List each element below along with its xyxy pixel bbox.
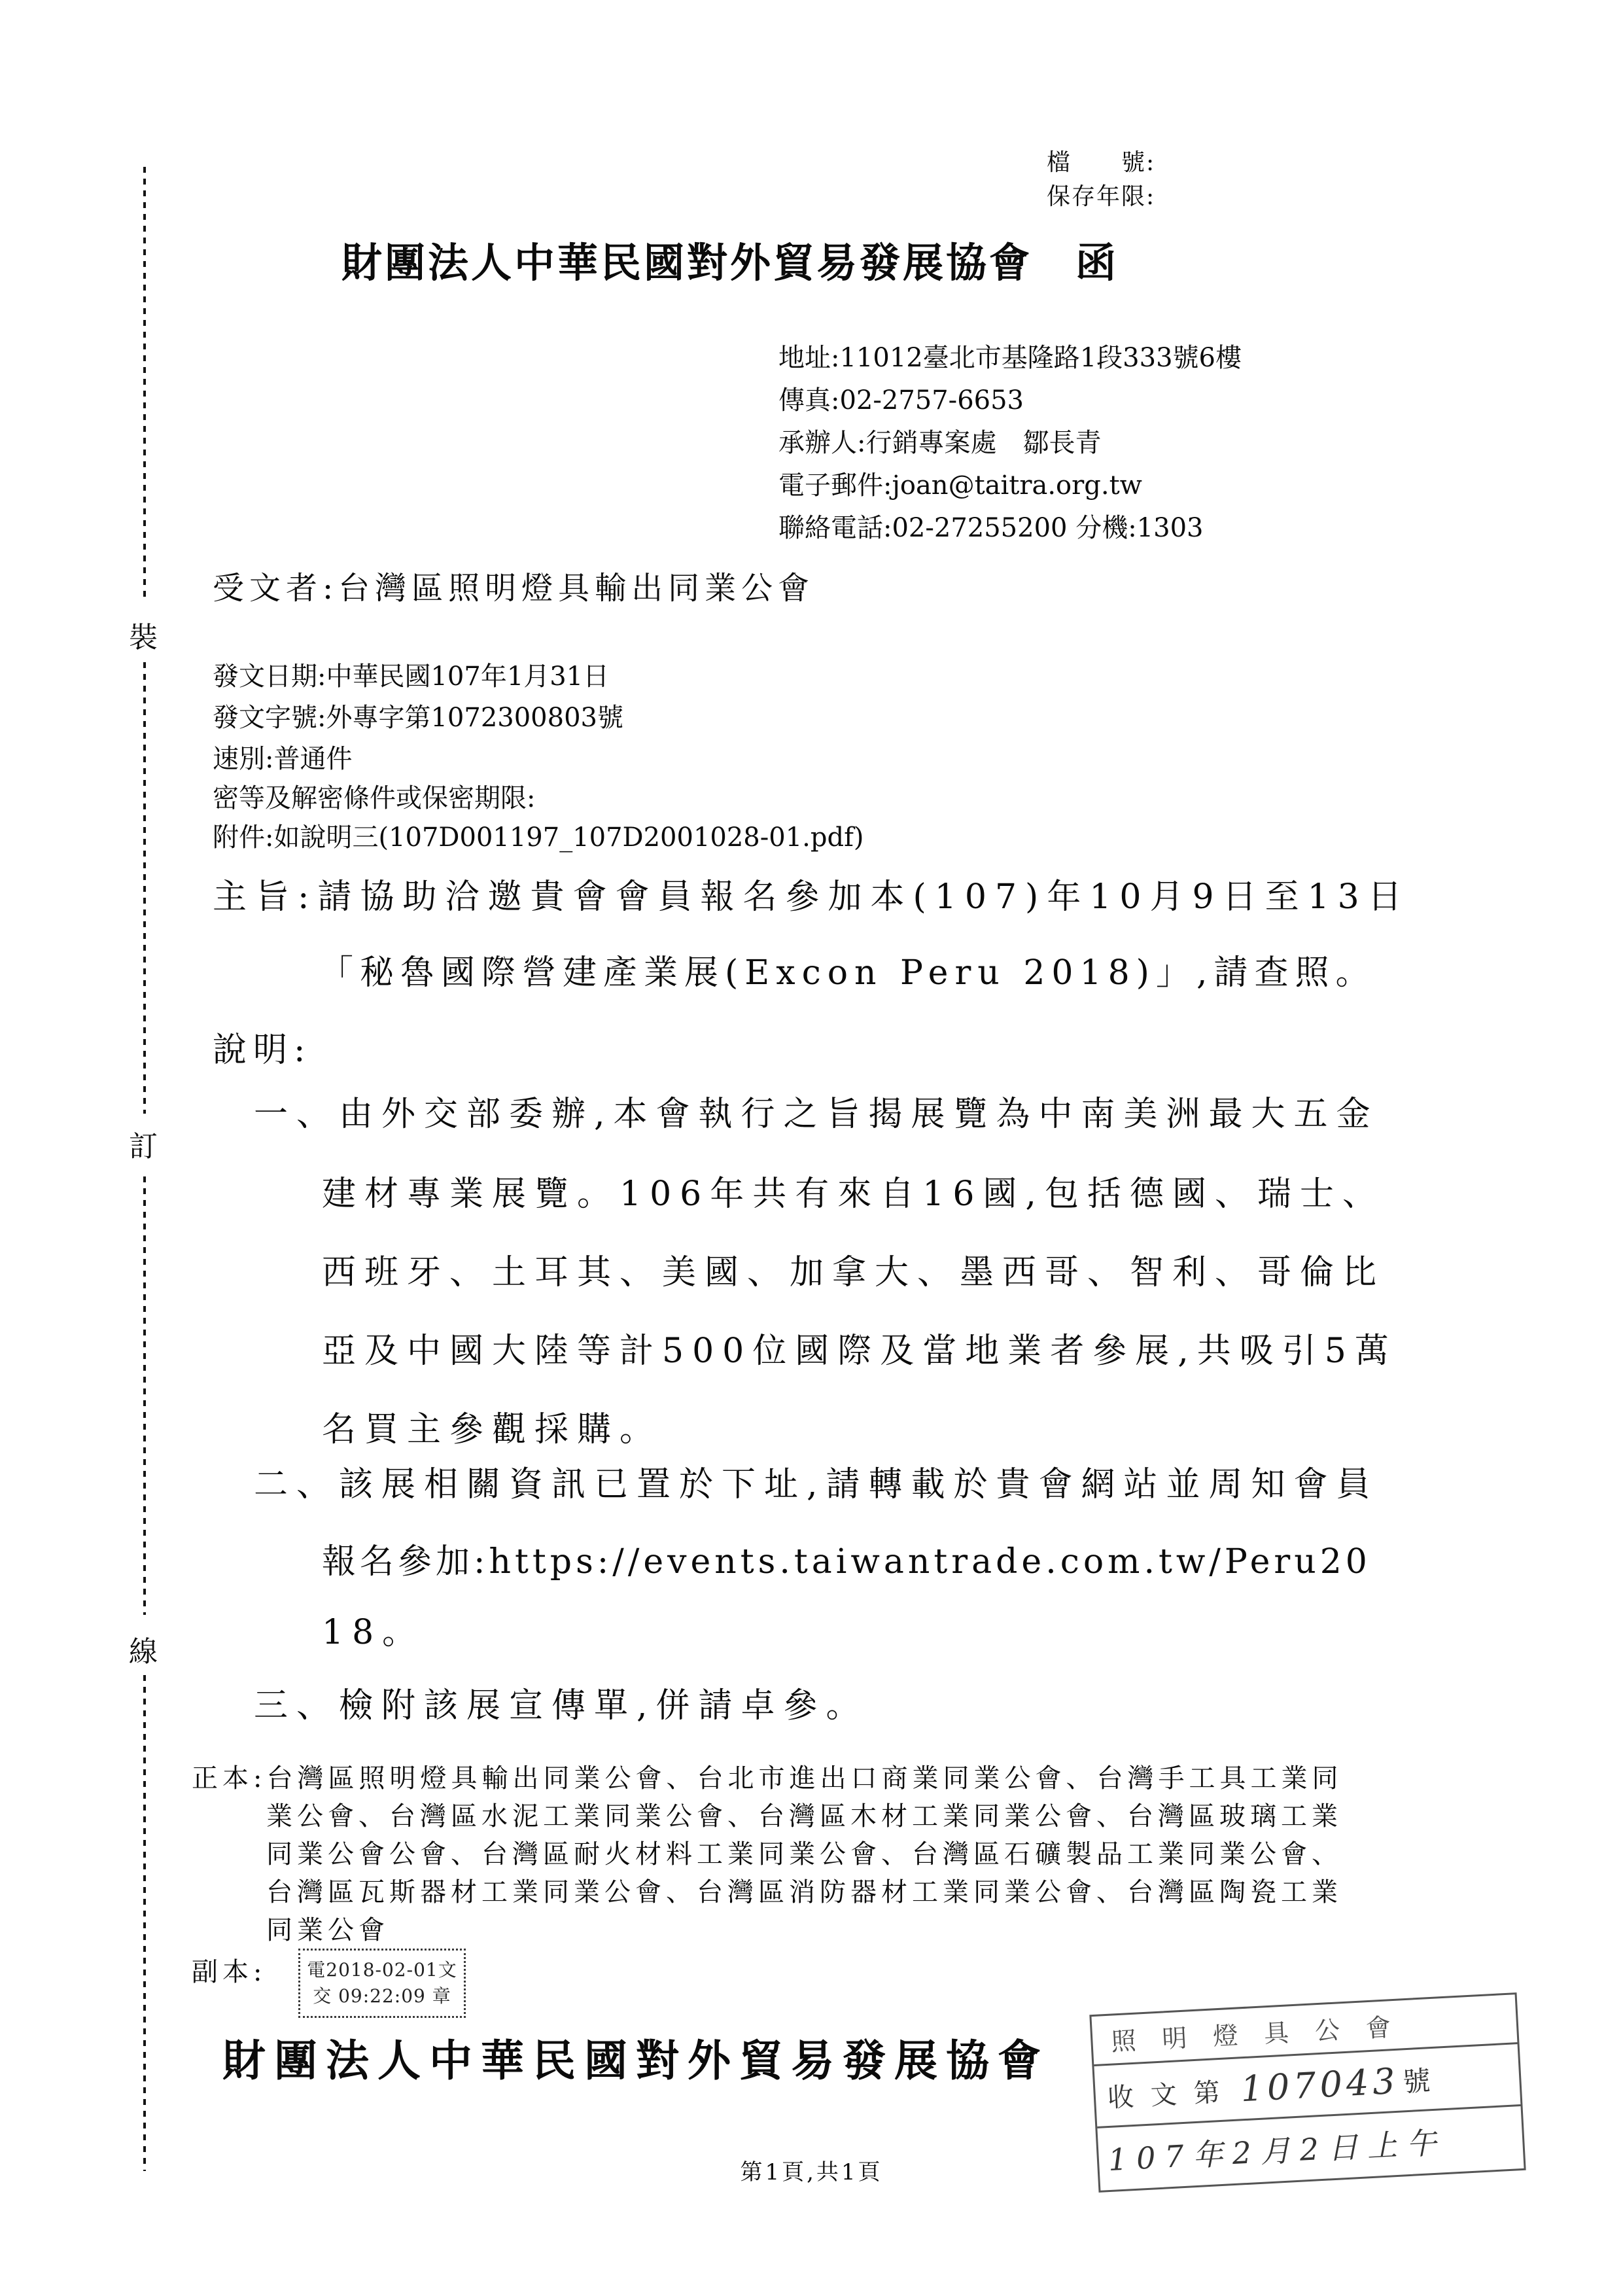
explanation-item-1-line-2: 建材專業展覽。106年共有來自16國,包括德國、瑞士、 — [322, 1174, 1385, 1214]
sender-address: 地址:11012臺北市基隆路1段333號6樓 — [778, 343, 1242, 373]
retention-period-label: 保存年限: — [1047, 183, 1156, 210]
original-copy-line-3: 同業公會公會、台灣區耐火材料工業同業公會、台灣區石礦製品工業同業公會、 — [266, 1839, 1342, 1869]
original-copy-line-2: 業公會、台灣區水泥工業同業公會、台灣區木材工業同業公會、台灣區玻璃工業 — [266, 1801, 1342, 1831]
file-number-label: 檔 號: — [1047, 149, 1156, 176]
binding-line-segment-2 — [143, 662, 146, 1114]
receipt-stamp-org: 照明燈具公會 — [1091, 1994, 1517, 2066]
sender-email: 電子郵件:joan@taitra.org.tw — [778, 470, 1142, 501]
delivery-stamp-date: 電2018-02-01文 — [307, 1959, 457, 1981]
carbon-copy-label: 副本: — [192, 1957, 267, 1987]
explanation-item-1-line-3: 西班牙、土耳其、美國、加拿大、墨西哥、智利、哥倫比 — [322, 1253, 1386, 1292]
explanation-item-1-line-4: 亞及中國大陸等計500位國際及當地業者參展,共吸引5萬 — [322, 1332, 1397, 1371]
binding-line-segment-3 — [143, 1176, 146, 1615]
security-line: 密等及解密條件或保密期限: — [213, 783, 536, 813]
delivery-stamp-time: 交 09:22:09 章 — [313, 1985, 451, 2007]
document-title: 財團法人中華民國對外貿易發展協會 函 — [341, 239, 1119, 287]
binding-mark-zhuang: 裝 — [129, 621, 158, 654]
issuer-signature: 財團法人中華民國對外貿易發展協會 — [222, 2035, 1049, 2086]
electronic-delivery-stamp — [298, 1949, 466, 2018]
explanation-item-1-line-5: 名買主參觀採購。 — [322, 1410, 663, 1449]
binding-line-segment-4 — [143, 1675, 146, 2171]
issue-date-line: 發文日期:中華民國107年1月31日 — [213, 662, 610, 692]
attachment-line: 附件:如說明三(107D001197_107D2001028-01.pdf) — [213, 822, 864, 853]
page-footer: 第1頁,共1頁 — [740, 2159, 883, 2185]
explanation-item-3: 三、檢附該展宣傳單,併請卓參。 — [254, 1686, 869, 1725]
explanation-item-2-line-3: 18。 — [322, 1613, 425, 1652]
subject-line-2: 「秘魯國際營建產業展(Excon Peru 2018)」,請查照。 — [319, 953, 1376, 993]
sender-contact-person: 承辦人:行銷專案處 鄒長青 — [778, 428, 1102, 458]
original-copy-line-5: 同業公會 — [266, 1915, 389, 1945]
binding-mark-xian: 線 — [129, 1635, 158, 1669]
binding-mark-ding: 訂 — [129, 1130, 158, 1163]
explanation-heading: 說明: — [213, 1031, 312, 1070]
receipt-stamp-suffix: 號 — [1402, 2064, 1431, 2098]
explanation-item-2-line-2-url: 報名參加:https://events.taiwantrade.com.tw/Peru20 — [322, 1542, 1371, 1581]
sender-phone: 聯絡電話:02-27255200 分機:1303 — [778, 513, 1204, 543]
explanation-item-2-line-1: 二、該展相關資訊已置於下址,請轉載於貴會網站並周知會員 — [254, 1465, 1379, 1504]
binding-line-segment-1 — [143, 167, 146, 601]
receipt-stamp-number: 107043 — [1239, 2060, 1401, 2110]
original-copy-line-1: 正本:台灣區照明燈具輸出同業公會、台北市進出口商業同業公會、台灣手工具工業同 — [192, 1763, 1343, 1793]
explanation-item-1-line-1: 一、由外交部委辦,本會執行之旨揭展覽為中南美洲最大五金 — [254, 1095, 1379, 1134]
doc-number-line: 發文字號:外專字第1072300803號 — [213, 703, 623, 733]
recipient-line: 受文者:台灣區照明燈具輸出同業公會 — [213, 570, 815, 607]
receipt-stamp-date: 107年2月2日上午 — [1107, 2125, 1447, 2178]
receipt-stamp-prefix: 收文第 — [1106, 2076, 1238, 2113]
speed-line: 速別:普通件 — [213, 744, 353, 774]
original-copy-line-4: 台灣區瓦斯器材工業同業公會、台灣區消防器材工業同業公會、台灣區陶瓷工業 — [266, 1877, 1342, 1907]
subject-line-1: 主旨:請協助洽邀貴會會員報名參加本(107)年10月9日至13日 — [213, 877, 1410, 917]
sender-fax: 傳真:02-2757-6653 — [778, 385, 1024, 415]
